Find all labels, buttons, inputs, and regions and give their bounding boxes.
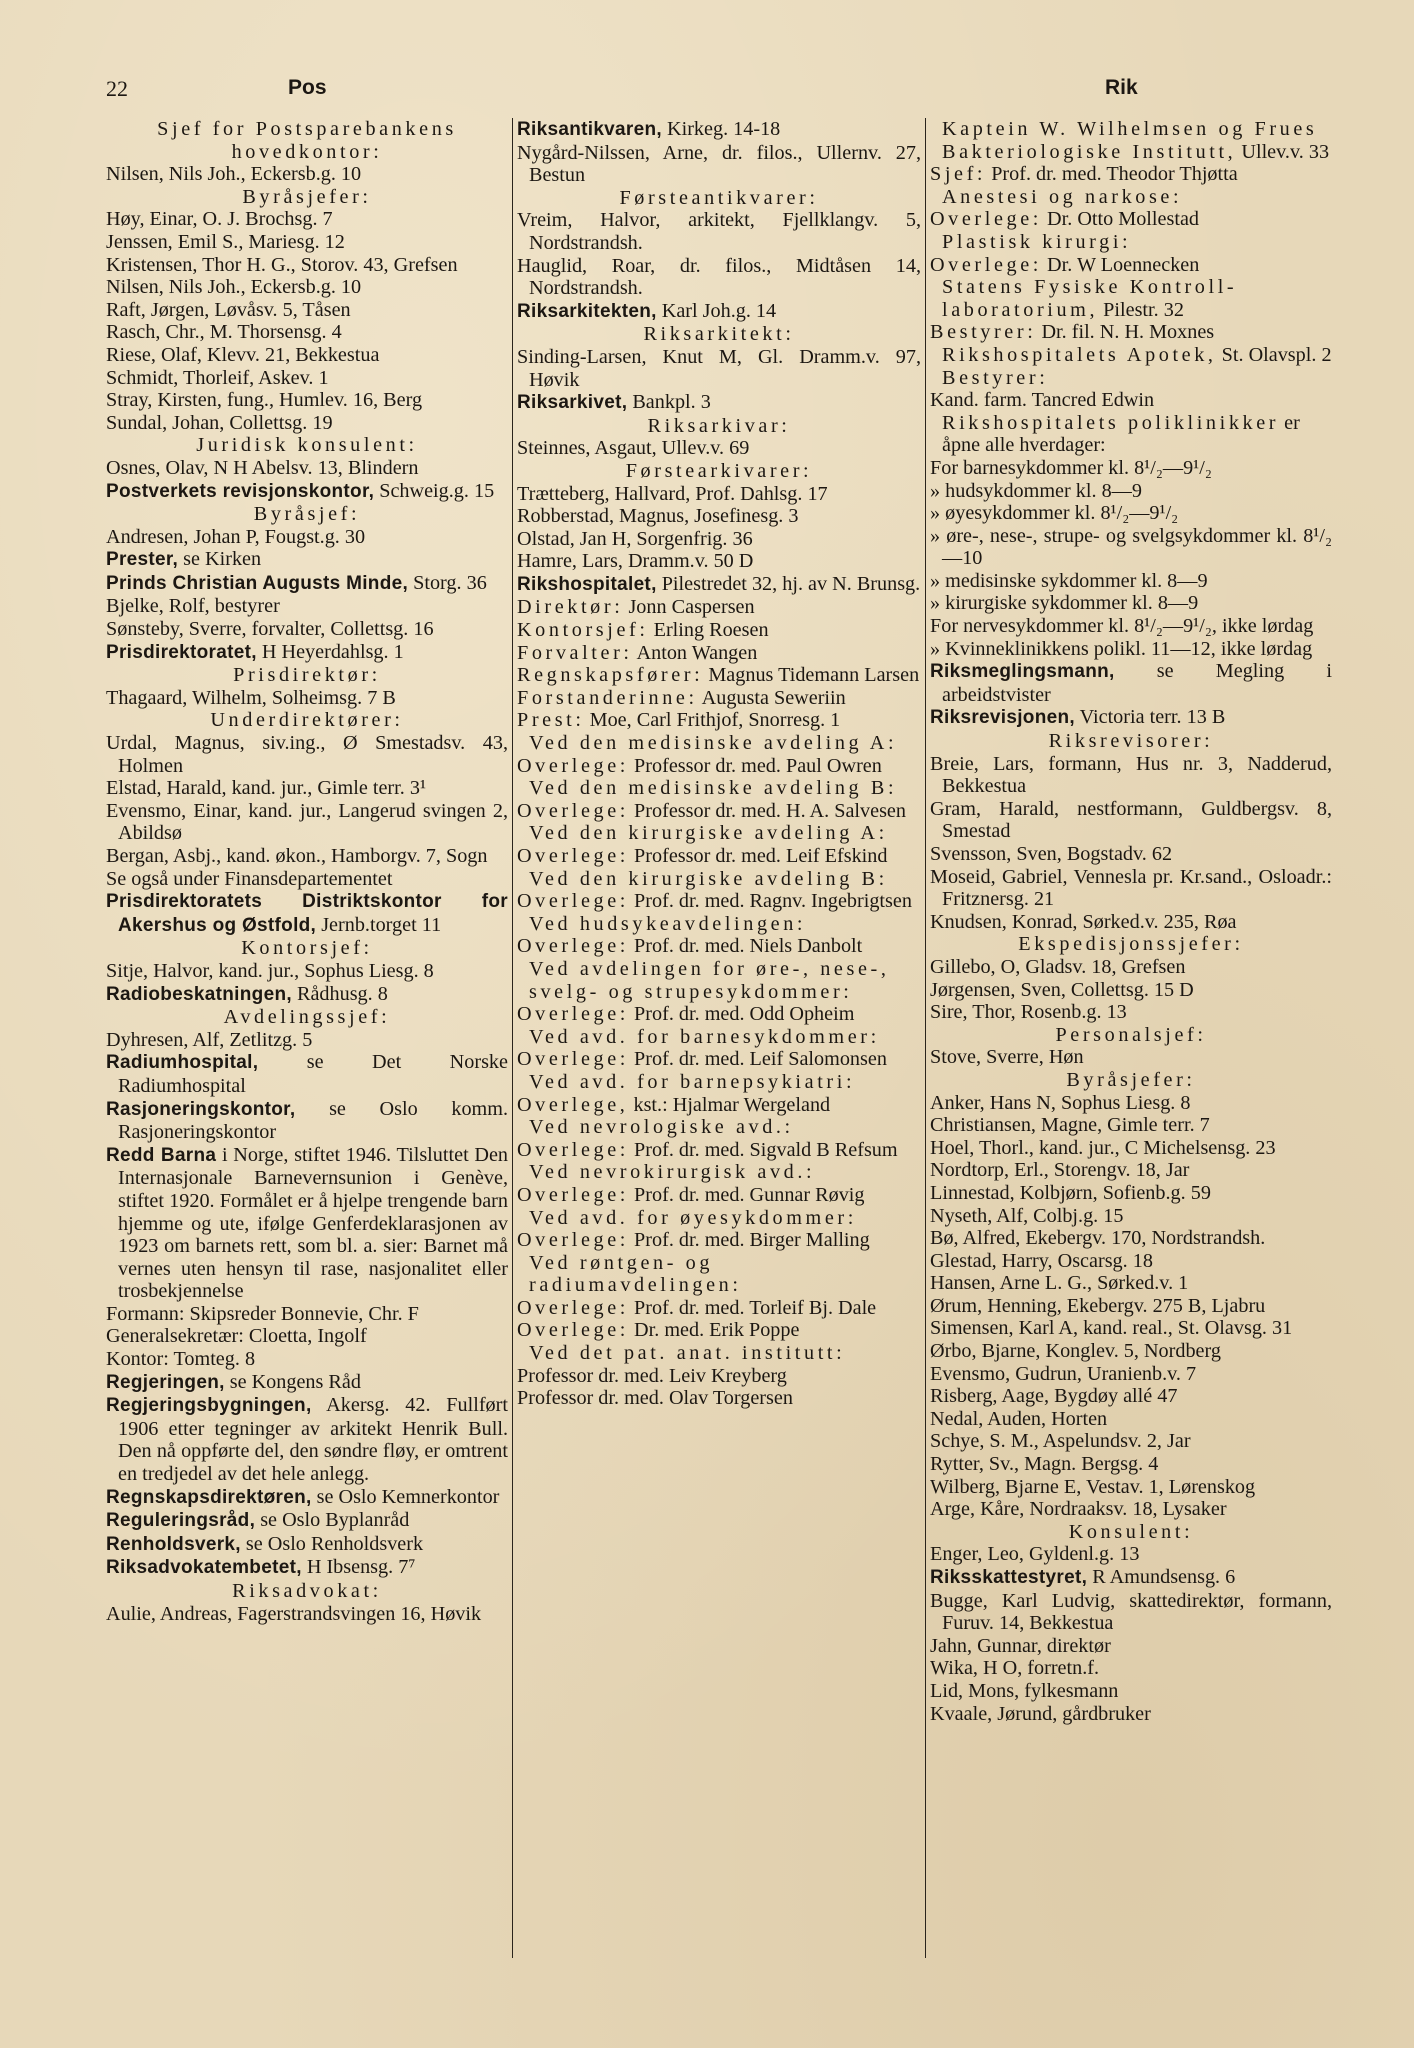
entry-detail: se Oslo komm. Rasjoneringskontor [118,1097,508,1144]
heading-text: Bestyrer: [942,366,1049,389]
entry-line: Jahn, Gunnar, direktør [930,1634,1111,1657]
entry-name: Riksadvokatembetet, [106,1557,302,1579]
spaced-heading [517,732,921,755]
spaced-heading [930,344,1332,367]
column-2 [517,118,921,1958]
entry-line: Hamre, Lars, Dramm.v. 50 D [517,550,754,573]
entry-line: Moseid, Gabriel, Vennesla pr. Kr.sand., Osloadr.: Fritznersg. 21 [930,865,1332,911]
entry-name: Radiobeskatningen, [106,983,292,1005]
spaced-heading [517,1071,921,1094]
section-heading: Byråsjefer: [242,185,372,208]
entry-line: Raft, Jørgen, Løvåsv. 5, Tåsen [106,298,351,321]
staff-name: Magnus Tidemann Larsen [703,664,920,687]
spaced-heading [930,276,1332,321]
section-heading: Underdirektører: [210,709,404,732]
entry-line: Robberstad, Magnus, Josefinesg. 3 [517,505,799,528]
spaced-heading [517,1026,921,1049]
directory-entry [106,983,508,1007]
spaced-heading [517,958,921,1003]
staff-name: Prof. dr. med. Ragnv. Ingebrigtsen [629,890,912,913]
entry-line: Wika, H O, forretn.f. [930,1657,1100,1680]
entry-line: Nyseth, Alf, Colbj.g. 15 [930,1204,1124,1227]
spaced-heading [517,1207,921,1230]
section-heading: Byråsjef: [253,503,361,526]
staff-name: Erling Roesen [648,619,769,642]
staff-entry [930,163,1332,186]
entry-line: Linnestad, Kolbjørn, Sofienb.g. 59 [930,1181,1211,1204]
entry-line: Evensmo, Gudrun, Uranienb.v. 7 [930,1362,1197,1385]
heading-text: Ved den medisinske avdeling A: [529,732,898,755]
entry-name: Riksrevisjonen, [930,707,1075,729]
staff-name: Dr. med. Erik Poppe [629,1319,800,1342]
staff-entry [517,755,921,778]
entry-line: » øyesykdommer kl. 8¹/₂—9¹/₂ [930,502,1179,525]
entry-line: Professor dr. med. Leiv Kreyberg [517,1364,787,1387]
staff-entry [930,321,1332,344]
staff-role: Overlege: [517,754,629,777]
entry-line: Gillebo, O, Gladsv. 18, Grefsen [930,955,1186,978]
staff-name: Dr. fil. N. H. Moxnes [1036,321,1215,344]
staff-role: Overlege: [517,1003,629,1026]
staff-name: Dr. Otto Mollestad [1042,208,1200,231]
entry-detail: se Oslo Kemnerkontor [311,1485,500,1508]
heading-text: Rikshospitalets Apotek, [942,343,1217,366]
entry-line: Sitje, Halvor, kand. jur., Sophus Liesg. 8 [106,959,434,982]
entry-detail: Jernb.torget 11 [316,913,442,936]
staff-entry [517,1184,921,1207]
spaced-heading [517,1116,921,1139]
column-1 [106,118,508,1958]
entry-name: Prinds Christian Augusts Minde, [106,572,409,594]
spaced-heading [517,822,921,845]
entry-name: Regnskapsdirektøren, [106,1486,312,1508]
directory-entry [930,706,1332,730]
column-rule [925,118,926,1958]
section-heading: Prisdirektør: [233,664,381,687]
heading-text: Ved nevrologiske avd.: [529,1116,794,1139]
entry-line: Nygård-Nilssen, Arne, dr. filos., Ullernv. 27, Bestun [517,141,921,187]
spaced-heading [930,367,1332,390]
entry-line: Aulie, Andreas, Fagerstrandsvingen 16, Høvik [106,1602,482,1625]
entry-line: Rytter, Sv., Magn. Bergsg. 4 [930,1453,1159,1476]
staff-entry [517,935,921,958]
staff-role: Kontorsjef: [517,619,649,642]
section-heading: Personalsjef: [1055,1023,1207,1046]
entry-name: Prisdirektoratets Distriktskontor for Akershus og Østfold, [106,891,508,936]
entry-name: Riksarkitekten, [517,300,657,322]
entry-line: Wilberg, Bjarne E, Vestav. 1, Lørenskog [930,1475,1256,1498]
entry-line: Osnes, Olav, N H Abelsv. 13, Blindern [106,456,419,479]
entry-name: Renholdsverk, [106,1533,241,1555]
entry-line: Kvaale, Jørund, gårdbruker [930,1702,1151,1725]
entry-detail: se Kirken [178,548,262,571]
entry-detail: Akersg. 42. Fullført 1906 etter tegninger av arkitekt Henrik Bull. Den nå oppførte del, den søndre fløy, er omtrent en tredjedel av det hele anlegg. [118,1394,508,1486]
entry-name: Riksmeglingsmann, [930,661,1115,683]
entry-detail: i Norge, stiftet 1946. Tilsluttet Den Internasjonale Barnevernsunion i Genève, stiftet 1920. Formålet er å hjelpe trengende barn hjemme og ute, ifølge Genferdeklarasjonen av 1923 om barnets rett, som bl. a. sier: Barnet må vernes uten hensyn til rase, nasjonalitet eller trosbekjennelse [118,1143,508,1303]
entry-line: Høy, Einar, O. J. Brochsg. 7 [106,208,333,231]
staff-name: Professor dr. med. Paul Owren [629,754,882,777]
entry-line: Enger, Leo, Gyldenl.g. 13 [930,1543,1140,1566]
staff-name: Moe, Carl Frithjof, Snorresg. 1 [584,709,841,732]
entry-line: Urdal, Magnus, siv.ing., Ø Smestadsv. 43, Holmen [106,732,508,777]
entry-line: Riese, Olaf, Klevv. 21, Bekkestua [106,343,380,366]
staff-name: Augusta Seweriin [697,686,846,709]
directory-entry [106,1486,508,1510]
staff-role: Forvalter: [517,641,633,664]
entry-line: Thagaard, Wilhelm, Solheimsg. 7 B [106,686,396,709]
entry-line: Jenssen, Emil S., Mariesg. 12 [106,230,345,253]
entry-line: Kand. farm. Tancred Edwin [930,389,1155,412]
heading-address: er åpne alle hverdager: [942,411,1300,457]
entry-detail: se Megling i arbeidstvister [942,660,1332,706]
staff-name: Anton Wangen [632,641,758,664]
staff-role: Regnskapsfører: [517,664,704,687]
heading-text: Ved avd. for barnepsykiatri: [529,1070,856,1093]
staff-entry [517,1229,921,1252]
staff-role: Overlege: [517,1296,629,1319]
entry-line: Andresen, Johan P, Fougst.g. 30 [106,525,366,548]
staff-name: Prof. dr. med. Niels Danbolt [629,935,863,958]
section-heading: Ekspedisjonssjefer: [1018,933,1244,956]
entry-detail: Bankpl. 3 [627,391,711,414]
staff-name: Dr. W Loennecken [1042,253,1200,276]
entry-name: Redd Barna [106,1144,217,1166]
staff-role: Overlege: [517,935,629,958]
entry-line: Kristensen, Thor H. G., Storov. 43, Grefsen [106,253,458,276]
entry-line: Risberg, Aage, Bygdøy allé 47 [930,1385,1178,1408]
staff-role: Overlege: [517,845,629,867]
staff-entry [517,890,921,913]
entry-detail: R Amundsensg. 6 [1087,1566,1236,1588]
section-heading: Sjef for Postsparebankens hovedkontor: [157,118,457,163]
entry-line: Hauglid, Roar, dr. filos., Midtåsen 14, Nordstrandsh. [517,254,921,300]
directory-entry [106,1371,508,1395]
entry-line: Schmidt, Thorleif, Askev. 1 [106,366,329,389]
staff-role: Forstanderinne: [517,686,698,709]
staff-name: Prof. dr. med. Sigvald B Refsum [629,1138,898,1161]
entry-line: » hudsykdommer kl. 8—9 [930,479,1142,502]
entry-line: Arge, Kåre, Nordraaksv. 18, Lysaker [930,1498,1227,1521]
staff-entry [930,208,1332,231]
staff-name: Prof. dr. med. Odd Opheim [629,1003,855,1026]
spaced-heading [930,186,1332,209]
directory-entry [106,890,508,937]
section-heading: Riksadvokat: [232,1580,382,1602]
staff-name: Prof. dr. med. Theodor Thjøtta [986,163,1238,186]
entry-line: Gram, Harald, nestformann, Guldbergsv. 8, Smestad [930,797,1332,843]
staff-role: Overlege: [517,1048,629,1071]
entry-name: Postverkets revisjonskontor, [106,480,375,502]
entry-detail: Victoria terr. 13 B [1074,706,1226,729]
directory-entry [517,118,921,142]
staff-name: Professor dr. med. Leif Efskind [629,845,888,867]
staff-role: Prest: [517,709,585,732]
entry-line: Anker, Hans N, Sophus Liesg. 8 [930,1091,1191,1114]
section-heading: Avdelingssjef: [223,1006,391,1029]
heading-text: Ved den kirurgiske avdeling B: [529,867,888,890]
directory-entry [517,573,921,597]
staff-name: Prof. dr. med. Torleif Bj. Dale [629,1296,877,1319]
heading-text: Ved avdelingen for øre-, nese-, svelg- og strupesykdommer: [529,957,890,1003]
entry-line: Sire, Thor, Rosenb.g. 13 [930,1001,1127,1024]
entry-detail: se Kongens Råd [224,1370,361,1393]
entry-line: Svensson, Sven, Bogstadv. 62 [930,843,1173,865]
entry-name: Riksskattestyret, [930,1567,1088,1588]
entry-line: Hansen, Arne L. G., Sørked.v. 1 [930,1272,1189,1295]
staff-role: Sjef: [930,163,987,186]
running-head-right: Rik [1105,76,1138,99]
staff-name: Prof. dr. med. Gunnar Røvig [629,1183,865,1206]
heading-text: Ved avd. for øyesykdommer: [529,1206,857,1229]
staff-entry [517,1297,921,1320]
entry-name: Regjeringen, [106,1371,225,1393]
entry-line: Formann: Skipsreder Bonnevie, Chr. F [106,1302,419,1325]
section-heading: Juridisk konsulent: [196,434,418,457]
entry-name: Riksarkivet, [517,392,628,414]
staff-role: Overlege: [517,1319,629,1342]
directory-entry [106,1098,508,1144]
heading-text: Ved avd. for barnesykdommer: [529,1025,880,1048]
heading-text: Kaptein W. Wilhelmsen og Frues Bakteriologiske Institutt, [942,118,1318,163]
entry-detail: H Heyerdahlsg. 1 [256,640,404,663]
entry-name: Riksantikvaren, [517,119,662,140]
directory-entry [930,660,1332,706]
directory-entry [106,1509,508,1533]
entry-name: Prester, [106,549,179,571]
entry-line: For nervesykdommer kl. 8¹/₂—9¹/₂, ikke lørdag [930,615,1314,638]
staff-role: Direktør: [517,596,624,619]
staff-role: Overlege: [517,890,629,913]
heading-text: Anestesi og narkose: [942,185,1183,208]
section-heading: Riksarkitekt: [643,323,795,346]
entry-line: Simensen, Karl A, kand. real., St. Olavsg. 31 [930,1317,1293,1340]
spaced-heading [930,118,1332,163]
heading-text: Ved nevrokirurgisk avd.: [529,1161,816,1184]
spaced-heading [517,1342,921,1365]
entry-line: Se også under Finansdepartementet [106,867,393,890]
spaced-heading [517,868,921,891]
staff-entry [517,1048,921,1071]
spaced-heading [930,412,1332,457]
heading-text: Ved den kirurgiske avdeling A: [529,822,888,845]
entry-line: Sundal, Johan, Collettsg. 19 [106,411,333,434]
entry-detail: Kirkeg. 14-18 [661,118,781,140]
heading-address: Pilestr. 32 [1098,298,1184,321]
entry-line: Ørbo, Bjarne, Konglev. 5, Nordberg [930,1340,1221,1363]
entry-detail: Rådhusg. 8 [291,982,388,1005]
column-rule [512,118,513,1958]
staff-entry [517,1319,921,1342]
staff-role: Overlege: [517,1138,629,1161]
entry-name: Regjeringsbygningen, [106,1395,312,1417]
directory-entry [106,1051,508,1097]
entry-line: Nedal, Auden, Horten [930,1407,1108,1430]
staff-role: Overlege: [930,208,1042,231]
staff-role: Overlege: [517,1229,629,1252]
staff-role: Bestyrer: [930,321,1037,344]
entry-name: Reguleringsråd, [106,1510,256,1532]
entry-line: Rasch, Chr., M. Thorsensg. 4 [106,321,342,344]
entry-line: » øre-, nese-, strupe- og svelgsykdommer kl. 8¹/₂—10 [930,524,1332,570]
entry-line: Generalsekretær: Cloetta, Ingolf [106,1325,367,1348]
heading-text: Statens Fysiske Kontroll-laboratorium, [942,276,1238,321]
entry-name: Rikshospitalet, [517,573,657,595]
staff-entry [517,687,921,710]
heading-address: Ullev.v. 33 [1236,140,1330,163]
entry-line: Nilsen, Nils Joh., Eckersb.g. 10 [106,163,362,186]
entry-line: Bjelke, Rolf, bestyrer [106,595,280,618]
staff-name: Prof. dr. med. Birger Malling [629,1229,870,1252]
staff-entry [517,709,921,732]
entry-line: Schye, S. M., Aspelundsv. 2, Jar [930,1430,1191,1453]
entry-line: Sinding-Larsen, Knut M, Gl. Dramm.v. 97, Høvik [517,345,921,391]
spaced-heading [517,1252,921,1297]
entry-line: » kirurgiske sykdommer kl. 8—9 [930,592,1199,615]
entry-line: Evensmo, Einar, kand. jur., Langerud svingen 2, Abildsø [106,799,508,845]
entry-line: Dyhresen, Alf, Zetlitzg. 5 [106,1028,313,1051]
staff-role: Overlege, [517,1093,629,1116]
staff-entry [517,1139,921,1162]
entry-line: Stray, Kirsten, fung., Humlev. 16, Berg [106,389,423,412]
staff-role: Overlege: [517,1183,629,1206]
staff-entry [930,254,1332,277]
section-heading: Førsteantikvarer: [619,186,819,209]
staff-name: kst.: Hjalmar Wergeland [628,1093,831,1116]
entry-line: Ørum, Henning, Ekebergv. 275 B, Ljabru [930,1294,1266,1317]
directory-entry [517,391,921,415]
heading-text: Rikshospitalets poliklinikker [942,411,1280,434]
entry-detail: Schweig.g. 15 [374,479,495,502]
entry-line: Steinnes, Asgaut, Ullev.v. 69 [517,437,750,460]
heading-text: Ved hudsykeavdelingen: [529,912,807,935]
spaced-heading [517,777,921,800]
entry-detail: Karl Joh.g. 14 [656,299,777,322]
entry-line: Vreim, Halvor, arkitekt, Fjellklangv. 5, Nordstrandsh. [517,209,921,254]
entry-line: Hoel, Thorl., kand. jur., C Michelsensg. 23 [930,1136,1276,1159]
entry-line: Jørgensen, Sven, Collettsg. 15 D [930,978,1194,1001]
staff-name: Prof. dr. med. Leif Salomonsen [629,1048,887,1071]
spaced-heading [930,231,1332,254]
staff-entry [517,1094,921,1117]
entry-line: Trætteberg, Hallvard, Prof. Dahlsg. 17 [517,482,828,505]
entry-detail: se Oslo Renholdsverk [240,1532,424,1555]
staff-entry [517,619,921,642]
staff-entry [517,1003,921,1026]
entry-detail: H Ibsensg. 7⁷ [301,1556,416,1579]
entry-line: Bugge, Karl Ludvig, skattedirektør, formann, Furuv. 14, Bekkestua [930,1589,1332,1635]
entry-name: Rasjoneringskontor, [106,1098,296,1120]
staff-role: Overlege: [930,253,1042,276]
heading-text: Ved det pat. anat. institutt: [529,1342,846,1365]
directory-entry [106,548,508,572]
staff-role: Overlege: [517,799,629,822]
entry-name: Prisdirektoratet, [106,641,257,663]
heading-text: Ved røntgen- og radiumavdelingen: [529,1251,742,1297]
staff-name: Professor dr. med. H. A. Salvesen [629,799,906,822]
entry-line: Olstad, Jan H, Sorgenfrig. 36 [517,527,753,550]
section-heading: Riksrevisorer: [1048,730,1214,753]
staff-entry [517,664,921,687]
spaced-heading [517,1161,921,1184]
entry-detail: Pilestredet 32, hj. av N. Brunsg. [656,572,921,595]
entry-line: Breie, Lars, formann, Hus nr. 3, Nadderud, Bekkestua [930,752,1332,798]
entry-line: Glestad, Harry, Oscarsg. 18 [930,1249,1153,1272]
directory-entry [106,572,508,596]
directory-entry [106,1533,508,1557]
section-heading: Førstearkivarer: [625,459,813,482]
entry-line: Bø, Alfred, Ekebergv. 170, Nordstrandsh. [930,1227,1266,1250]
heading-text: Plastisk kirurgi: [942,230,1132,253]
entry-line: » Kvinneklinikkens polikl. 11—12, ikke lørdag [930,637,1313,660]
directory-entry [106,1144,508,1303]
staff-entry [517,642,921,665]
entry-line: Christiansen, Magne, Gimle terr. 7 [930,1114,1210,1137]
entry-line: For barnesykdommer kl. 8¹/₂—9¹/₂ [930,456,1212,479]
entry-line: Bergan, Asbj., kand. økon., Hamborgv. 7, Sogn [106,845,488,867]
spaced-heading [517,913,921,936]
section-heading: Riksarkivar: [647,414,791,437]
directory-entry [106,641,508,665]
staff-entry [517,800,921,823]
entry-line: Professor dr. med. Olav Torgersen [517,1387,793,1410]
entry-line: Stove, Sverre, Høn [930,1046,1084,1069]
staff-entry [517,596,921,619]
entry-detail: Storg. 36 [408,571,487,594]
staff-entry [517,845,921,868]
directory-entry [106,480,508,504]
page-number: 22 [106,76,128,101]
entry-line: Sønsteby, Sverre, forvalter, Collettsg. 16 [106,618,434,641]
section-heading: Byråsjefer: [1066,1068,1196,1091]
column-3 [930,118,1332,1958]
directory-entry [106,1394,508,1485]
staff-name: Jonn Caspersen [623,596,755,619]
entry-line: Kontor: Tomteg. 8 [106,1348,256,1371]
entry-detail: se Det Norske Radiumhospital [118,1051,508,1097]
entry-detail: se Oslo Byplanråd [255,1509,410,1532]
entry-line: Elstad, Harald, kand. jur., Gimle terr. 3¹ [106,777,427,800]
directory-entry [106,1556,508,1580]
entry-line: Nordtorp, Erl., Storengv. 18, Jar [930,1159,1190,1182]
entry-name: Radiumhospital, [106,1052,259,1074]
directory-entry [517,300,921,324]
section-heading: Kontorsjef: [241,937,373,960]
directory-entry [930,1566,1332,1590]
entry-line: Knudsen, Konrad, Sørked.v. 235, Røa [930,910,1237,933]
heading-address: St. Olavspl. 2 [1216,343,1332,366]
entry-line: Nilsen, Nils Joh., Eckersb.g. 10 [106,276,362,299]
running-head-left: Pos [288,76,327,99]
heading-text: Ved den medisinske avdeling B: [529,777,898,800]
entry-line: Lid, Mons, fylkesmann [930,1679,1119,1702]
entry-line: » medisinske sykdommer kl. 8—9 [930,569,1208,592]
section-heading: Konsulent: [1068,1520,1194,1543]
